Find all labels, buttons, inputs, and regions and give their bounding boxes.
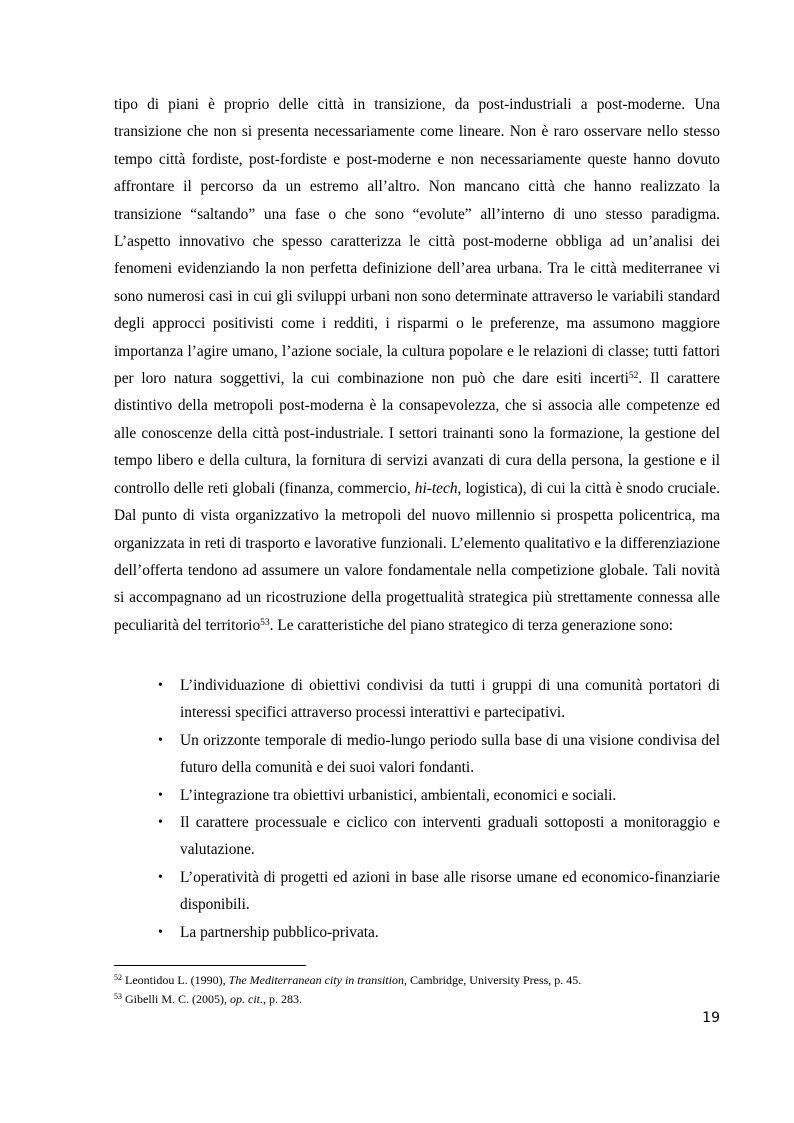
- footnote-ref-53[interactable]: 53: [260, 617, 270, 628]
- list-item: [114, 672, 720, 727]
- footnote-52: [114, 971, 720, 990]
- list-item-text: Un orizzonte temporale di medio-lungo periodo sulla base di una visione condivisa del futuro della comunità e dei suoi valori fondanti.: [180, 731, 720, 777]
- footnote-ref-52[interactable]: 52: [628, 371, 639, 382]
- page-number: 19: [702, 1010, 720, 1026]
- paragraph-text-3: , logistica), di cui la città è snodo cruciale. Dal punto di vista organizzativo la metropoli del nuovo millennio si prospetta policentrica, ma organizzata in reti di trasporto e lavorative funzionali. L’elemento qualitativo e la differenziazione dell’offerta tendono ad assumere un valore fondamentale nella competizione globale. Tali novità si accompagnano ad un ricostruzione della progettualità strategica più strettamente connessa alle peculiarità del territorio: [114, 479, 720, 634]
- paragraph-text-1: tipo di piani è proprio delle città in transizione, da post-industriali a post-moderne. Una transizione che non si presenta necessariamente come lineare. Non è raro osservare nello stesso tempo città fordiste, post-fordiste e post-moderne e non necessariamente queste hanno dovuto affrontare il percorso da un estremo all’altro. Non mancano città che hanno realizzato la transizione “saltando” una fase o che sono “evolute” all’interno di uno stesso paradigma. L’aspetto innovativo che spesso caratterizza le città post-moderne obbliga ad un’analisi dei fenomeni evidenziando la non perfetta definizione dell’area urbana. Tra le città mediterranee vi sono numerosi casi in cui gli sviluppi urbani non sono determinate attraverso le variabili standard degli approcci positivisti come i redditi, i risparmi o le preferenze, ma assumono maggiore importanza l’agire umano, l’azione sociale, la cultura popolare e le relazioni di classe; tutti fattori per loro natura soggettivi, la cui combinazione non può che dare esiti incerti: [114, 96, 720, 388]
- list-item-text: L’operatività di progetti ed azioni in base alle risorse umane ed economico-finanziarie disponibili.: [180, 868, 720, 914]
- bullet-icon: •: [158, 732, 163, 748]
- paragraph-text-2: . Il carattere distintivo della metropoli post-moderna è la consapevolezza, che si associa alle competenze ed alle conoscenze della città post-industriale. I settori trainanti sono la formazione, la gestione del tempo libero e della cultura, la fornitura di servizi avanzati di cura della persona, la gestione e il controllo delle reti globali (finanza, commercio,: [114, 370, 720, 497]
- list-item: [114, 809, 720, 864]
- bullet-icon: •: [158, 924, 163, 940]
- bullet-list: [114, 672, 720, 946]
- paragraph-italic-term: hi-tech: [414, 479, 458, 497]
- footnote-number: 52: [114, 973, 122, 982]
- footnote-number: 53: [114, 992, 122, 1001]
- bullet-icon: •: [158, 787, 163, 803]
- bullet-icon: •: [158, 678, 163, 693]
- list-item-text: La partnership pubblico-privata.: [180, 923, 379, 941]
- footnote-separator: [114, 965, 306, 966]
- list-item: [114, 727, 720, 782]
- list-item: [114, 864, 720, 919]
- footnote-text: Leontidou L. (1990),: [122, 973, 229, 987]
- footnotes: [114, 971, 720, 1009]
- footnote-53: [114, 990, 720, 1009]
- footnote-title: The Mediterranean city in transition: [228, 973, 404, 987]
- body-paragraph: [114, 91, 720, 639]
- list-item: [114, 782, 720, 809]
- footnote-text: , Cambridge, University Press, p. 45.: [403, 973, 582, 987]
- list-item-text: L’integrazione tra obiettivi urbanistici, ambientali, economici e sociali.: [180, 786, 617, 804]
- bullet-icon: •: [158, 869, 163, 885]
- list-item-text: Il carattere processuale e ciclico con interventi graduali sottoposti a monitoraggio e valutazione.: [180, 814, 720, 859]
- bullet-icon: •: [158, 815, 163, 831]
- footnote-text: , p. 283.: [263, 992, 302, 1006]
- footnote-title: op. cit.: [230, 992, 263, 1006]
- list-item-text: L’individuazione di obiettivi condivisi da tutti i gruppi di una comunità portatori di interessi specifici attraverso processi interattivi e partecipativi.: [180, 677, 720, 722]
- list-item: [114, 919, 720, 946]
- paragraph-text-4: . Le caratteristiche del piano strategico di terza generazione sono:: [269, 616, 674, 634]
- footnote-text: Gibelli M. C. (2005),: [122, 992, 230, 1006]
